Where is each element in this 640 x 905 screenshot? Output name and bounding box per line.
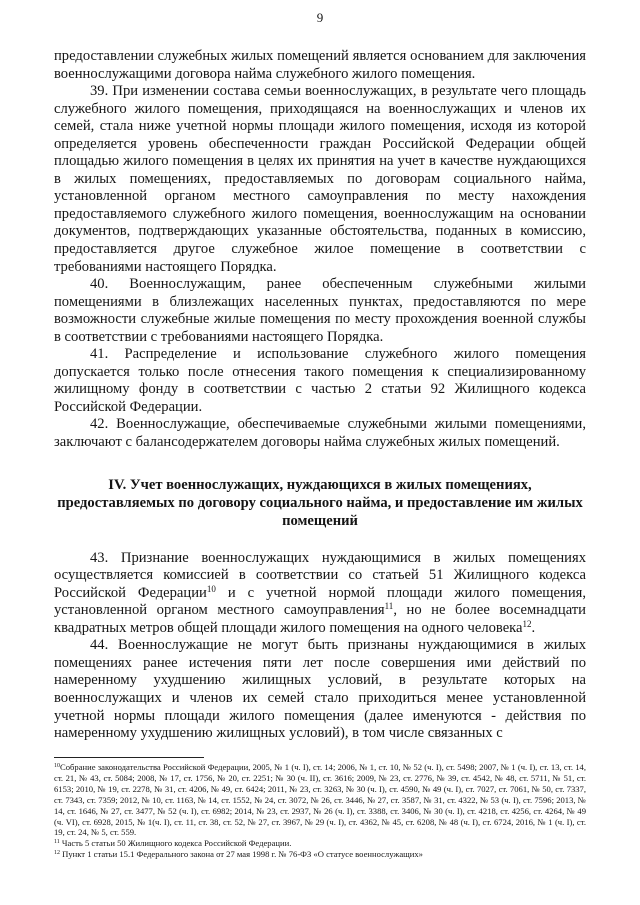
paragraph-43 xyxy=(54,550,586,638)
paragraph-43-text-1: 43. Признание военнослужащих нуждающимися в жилых помещениях осуществляется комиссией в соответствии со статьей 51 Жилищного кодекса Российской Федерации xyxy=(54,549,586,601)
footnote-11-text: Часть 5 статьи 50 Жилищного кодекса Российской Федерации. xyxy=(59,838,292,849)
footnote-ref-12: 12 xyxy=(522,618,532,629)
body-text xyxy=(54,48,586,743)
section-heading-iv: IV. Учет военнослужащих, нуждающихся в жилых помещениях, предоставляемых по договору социального найма, и предоставление им жилых помещений xyxy=(57,476,583,529)
footnote-10-mark: 10 xyxy=(54,763,60,769)
paragraph-42: 42. Военнослужащие, обеспечиваемые служебными жилыми помещениями, заключают с балансодержателем договоры найма служебных жилых помещений. xyxy=(54,416,586,451)
paragraph-41: 41. Распределение и использование служебного жилого помещения допускается только после отнесения такого помещения к специализированному жилищному фонду в соответствии с частью 2 статьи 92 Жилищного кодекса Российской Федерации. xyxy=(54,346,586,415)
footnote-10-text: Собрание законодательства Российской Федерации, 2005, № 1 (ч. I), ст. 14; 2006, № 1, ст. 10, № 52 (ч. I), ст. 5498; 2007, № 1 (ч. I), ст. 13, ст. 14, ст. 21, № 43, ст. 5084; 2008, № 17, ст. 1756, № 20, ст. 2251; № 30 (ч. II), ст. 3616; 2009, № 23, ст. 2776, № 39, ст. 4542, № 48, ст. 5711, № 51, ст. 6153; 2010, № 19, ст. 2278, № 31, ст. 4206, № 49, ст. 6424; 2011, № 23, ст. 3263, № 30 (ч. I), ст. 4590, № 49 (ч. I), ст. 7027, ст. 7061, № 50, ст. 7337, ст. 7343, ст. 7359; 2012, № 10, ст. 1163, № 14, ст. 1552, № 24, ст. 3072, № 26, ст. 3446, № 27, ст. 3587, № 31, ст. 4322, № 53 (ч. I), ст. 7596; 2013, № 14, ст. 1646, № 27, ст. 3477, № 52 (ч. I), ст. 6982; 2014, № 23, ст. 2937, № 26 (ч. I), ст. 3388, ст. 3406, № 30 (ч. I), ст. 4218, ст. 4256, ст. 4264, № 49 (ч. VI), ст. 6928, 2015, № 1(ч. I), ст. 11, ст. 38, ст. 52, № 27, ст. 3967, № 29 (ч. I), ст. 4362, № 45, ст. 6208, № 48 (ч. I), ст. 6724, 2016, № 1 (ч. I), ст. 19, ст. 24, № 5, ст. 559. xyxy=(54,762,586,838)
paragraph-43-text-2: и с учетной нормой площади жилого помещения, установленной органом местного самоуправления xyxy=(54,584,586,619)
paragraph-continuation: предоставлении служебных жилых помещений является основанием для заключения военнослужащими договора найма служебного жилого помещения. xyxy=(54,48,586,82)
footnotes xyxy=(54,762,586,860)
footnote-divider xyxy=(54,757,204,758)
footnote-10 xyxy=(54,762,586,838)
footnote-ref-10: 10 xyxy=(206,583,216,594)
footnote-12-text: Пункт 1 статьи 15.1 Федерального закона от 27 мая 1998 г. № 76-ФЗ «О статусе военнослужащих» xyxy=(60,849,423,860)
footnote-12 xyxy=(54,849,586,860)
paragraph-43-text-3: , но не более восемнадцати квадратных метров общей площади жилого помещения на одного человека xyxy=(54,602,586,636)
footnote-ref-11: 11 xyxy=(384,601,394,612)
paragraph-43-text-4: . xyxy=(531,619,536,636)
page-number: 9 xyxy=(316,10,324,25)
footnote-11-mark: 11 xyxy=(54,839,60,846)
paragraph-39: 39. При изменении состава семьи военнослужащих, в результате чего площадь служебного жилого помещения, приходящаяся на военнослужащих и членов их семей, стала ниже учетной нормы площади жилого помещения, исходя из которой определяется уровень обеспеченности граждан Российской Федерации общей площадью жилого помещения в целях их принятия на учет в качестве нуждающихся в жилых помещениях, предоставляемых по договорам социального найма, установленной органом местного самоуправления по месту нахождения предоставляемого служебного жилого помещения, военнослужащим на основании документов, подтверждающих указанные обстоятельства, поданных в комиссию, предоставляется другое служебное жилое помещение в соответствии с требованиями настоящего Порядка. xyxy=(54,83,586,275)
paragraph-44: 44. Военнослужащие не могут быть признаны нуждающимися в жилых помещениях ранее истечения пяти лет после совершения ими действий по намеренному ухудшению жилищных условий, в результате которых на военнослужащих и членов их семей стало приходиться менее установленной учетной нормы площади жилого помещения (далее именуются - действия по намеренному ухудшению жилищных условий), в том числе связанных с xyxy=(54,637,586,742)
paragraph-40: 40. Военнослужащим, ранее обеспеченным служебными жилыми помещениями в близлежащих населенных пунктах, предоставляются по мере возможности служебные жилые помещения по месту прохождения военной службы в соответствии с требованиями настоящего Порядка. xyxy=(54,276,586,345)
footnote-11 xyxy=(54,838,586,849)
footnote-12-mark: 12 xyxy=(54,850,60,857)
